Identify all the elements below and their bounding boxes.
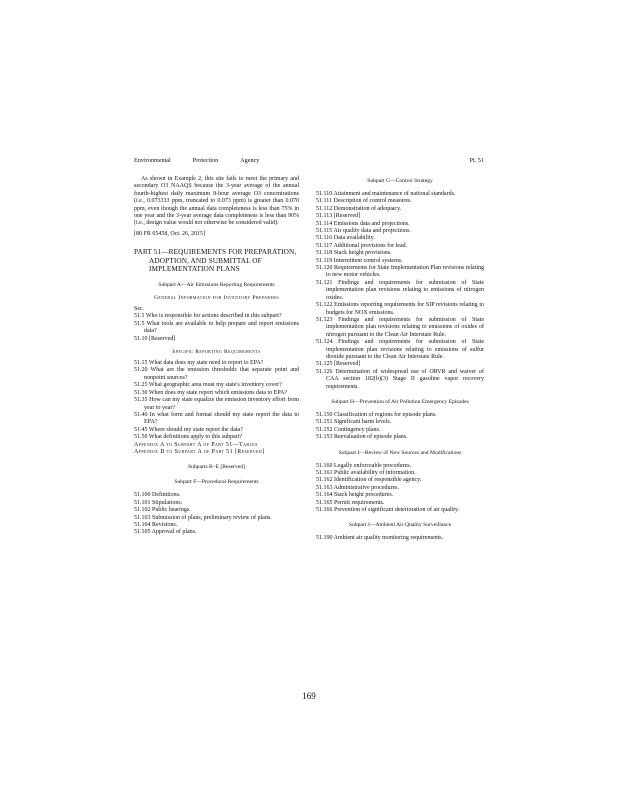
toc-item: 51.105 Approval of plans. xyxy=(134,529,197,536)
toc-item: 51.119 Intermittent control systems. xyxy=(316,257,403,264)
agency-word-1: Environmental xyxy=(134,157,171,164)
toc-item: 51.15 What data does my state need to report to EPA? xyxy=(134,360,264,367)
toc-item: 51.124 Findings and requirements for submission of State implementation plan revisions relating to emissions of sulfur dioxide pursuant to the Clean Air Interstate Rule. xyxy=(316,339,484,360)
toc-item: 51.190 Ambient air quality monitoring requirements. xyxy=(316,535,444,542)
toc-item: 51.40 In what form and format should my state report the data to EPA? xyxy=(134,411,299,426)
toc-item: 51.50 What definitions apply to this subpart? xyxy=(134,434,243,441)
toc-item: 51.112 Demonstration of adequacy. xyxy=(316,205,402,212)
toc-item: 51.5 What tools are available to help prepare and report emissions data? xyxy=(134,320,299,335)
part-title: PART 51—REQUIREMENTS FOR PREPARATION, ADOPTION, AND SUBMITTAL OF IMPLEMENTATION PLANS xyxy=(134,247,297,274)
group-specific-heading: Specific Reporting Requirements xyxy=(172,349,261,356)
subpart-a-heading: Subpart A—Air Emissions Reporting Requirements xyxy=(158,282,275,289)
toc-item: 51.162 Identification of responsible agency. xyxy=(316,477,422,484)
toc-item: 51.116 Data availability. xyxy=(316,235,375,242)
toc-item: 51.10 [Reserved] xyxy=(134,335,176,342)
toc-item: 51.152 Contingency plans. xyxy=(316,426,381,433)
intro-paragraph: As shown in Example 2, this site fails to meet the primary and secondary O3 NAAQS because the 3-year average of the annual fourth-highest daily maximum 8-hour average O3 concentrations (i.e., 0.073333 ppm, truncated to 0.073 ppm) is greater than 0.070 ppm, even though the annual data completeness is less than 75% in one year and the 3-year average data completeness is less than 90% (i.e., design value would not otherwise be considered valid). xyxy=(134,176,299,227)
specific-list xyxy=(134,360,299,441)
toc-item: 51.122 Emissions reporting requirements for SIP revisions relating to budgets for NOX emissions. xyxy=(316,302,484,316)
toc-item: 51.165 Permit requirements. xyxy=(316,499,385,506)
toc-item: 51.101 Stipulations. xyxy=(134,499,183,506)
toc-item: 51.111 Description of control measures. xyxy=(316,198,412,205)
part-label: Pt. 51 xyxy=(469,157,484,164)
toc-item: 51.166 Prevention of significant deterioration of air quality. xyxy=(316,507,460,514)
group-general-heading: General Information for Inventory Preparers xyxy=(153,295,280,302)
appendix-a: Appendix A to Subpart A of Part 51—Tables xyxy=(134,441,258,448)
toc-item: 51.115 Air quality data and projections. xyxy=(316,228,411,235)
subpart-i-heading: Subpart I—Review of New Sources and Modifications xyxy=(338,449,462,456)
toc-item: 51.118 Stack height provisions. xyxy=(316,250,392,257)
toc-item: 51.1 Who is responsible for actions described in this subpart? xyxy=(134,313,282,320)
citation: [80 FR 65458, Oct. 26, 2015] xyxy=(134,230,205,237)
subpart-f-heading: Subpart F—Procedural Requirements xyxy=(174,479,259,486)
toc-item: 51.20 What are the emission thresholds that separate point and nonpoint sources? xyxy=(134,367,299,381)
toc-item: 51.151 Significant harm levels. xyxy=(316,419,392,426)
subpart-h-list xyxy=(316,412,484,442)
agency-word-2: Protection xyxy=(192,157,219,164)
toc-item: 51.35 How can my state equalize the emission inventory effort from year to year? xyxy=(134,397,299,411)
toc-item: 51.114 Emissions data and projections. xyxy=(316,220,410,227)
toc-item: 51.125 [Reserved] xyxy=(316,361,361,368)
toc-item: 51.163 Administrative procedures. xyxy=(316,484,399,491)
toc-item: 51.104 Revisions. xyxy=(134,521,178,528)
running-header xyxy=(134,157,484,169)
general-list xyxy=(134,313,299,343)
toc-item: 51.121 Findings and requirements for submission of State implementation plan revisions relating to emissions of nitrogen oxides. xyxy=(316,279,484,301)
subpart-f-list xyxy=(134,492,299,536)
toc-item: 51.126 Determination of widespread use of ORVR and waiver of CAA section 182(b)(3) Stage II gasoline vapor recovery requirements. xyxy=(316,368,484,390)
toc-item: 51.150 Classification of regions for episode plans. xyxy=(316,411,437,418)
toc-item: 51.110 Attainment and maintenance of national standards. xyxy=(316,191,456,197)
toc-item: 51.100 Definitions. xyxy=(134,492,181,499)
right-column xyxy=(316,176,484,543)
toc-item: 51.153 Reevaluation of episode plans. xyxy=(316,434,408,441)
toc-item: 51.25 What geographic area must my state's inventory cover? xyxy=(134,382,282,389)
subpart-g-list xyxy=(316,191,484,391)
toc-item: 51.120 Requirements for State Implementation Plan revisions relating to new motor vehicles. xyxy=(316,265,484,279)
toc-item: 51.102 Public hearings. xyxy=(134,507,191,514)
toc-item: 51.123 Findings and requirements for submission of State implementation plan revisions relating to emissions of oxides of nitrogen pursuant to the Clean Air Interstate Rule. xyxy=(316,316,484,338)
appendix-b: Appendix B to Subpart A of Part 51 [Reserved] xyxy=(134,448,265,455)
toc-item: 51.161 Public availability of information. xyxy=(316,470,416,476)
page-number: 169 xyxy=(302,691,316,701)
toc-item: 51.45 Where should my state report the data? xyxy=(134,426,243,433)
agency-word-3: Agency xyxy=(240,157,260,164)
subpart-j-list xyxy=(316,535,484,542)
toc-item: 51.103 Submission of plans, preliminary review of plans. xyxy=(134,514,272,521)
subpart-i-list xyxy=(316,463,484,515)
subpart-j-heading: Subpart J—Ambient Air Quality Surveillance xyxy=(348,522,452,529)
agency-name xyxy=(134,157,281,164)
toc-item: 51.117 Additional provisions for lead. xyxy=(316,242,408,249)
toc-item: 51.113 [Reserved] xyxy=(316,213,361,220)
toc-item: 51.160 Legally enforceable procedures. xyxy=(316,462,412,469)
left-column xyxy=(134,176,299,537)
toc-item: 51.164 Stack height procedures. xyxy=(316,492,394,499)
subpart-h-heading: Subpart H—Prevention of Air Pollution Emergency Episodes xyxy=(331,398,469,405)
sec-label: Sec. xyxy=(134,306,145,313)
subpart-g-heading: Subpart G—Control Strategy xyxy=(367,178,433,184)
toc-item: 51.30 When does my state report which emissions data to EPA? xyxy=(134,389,288,396)
subparts-be-heading: Subparts B–E [Reserved] xyxy=(188,464,245,471)
